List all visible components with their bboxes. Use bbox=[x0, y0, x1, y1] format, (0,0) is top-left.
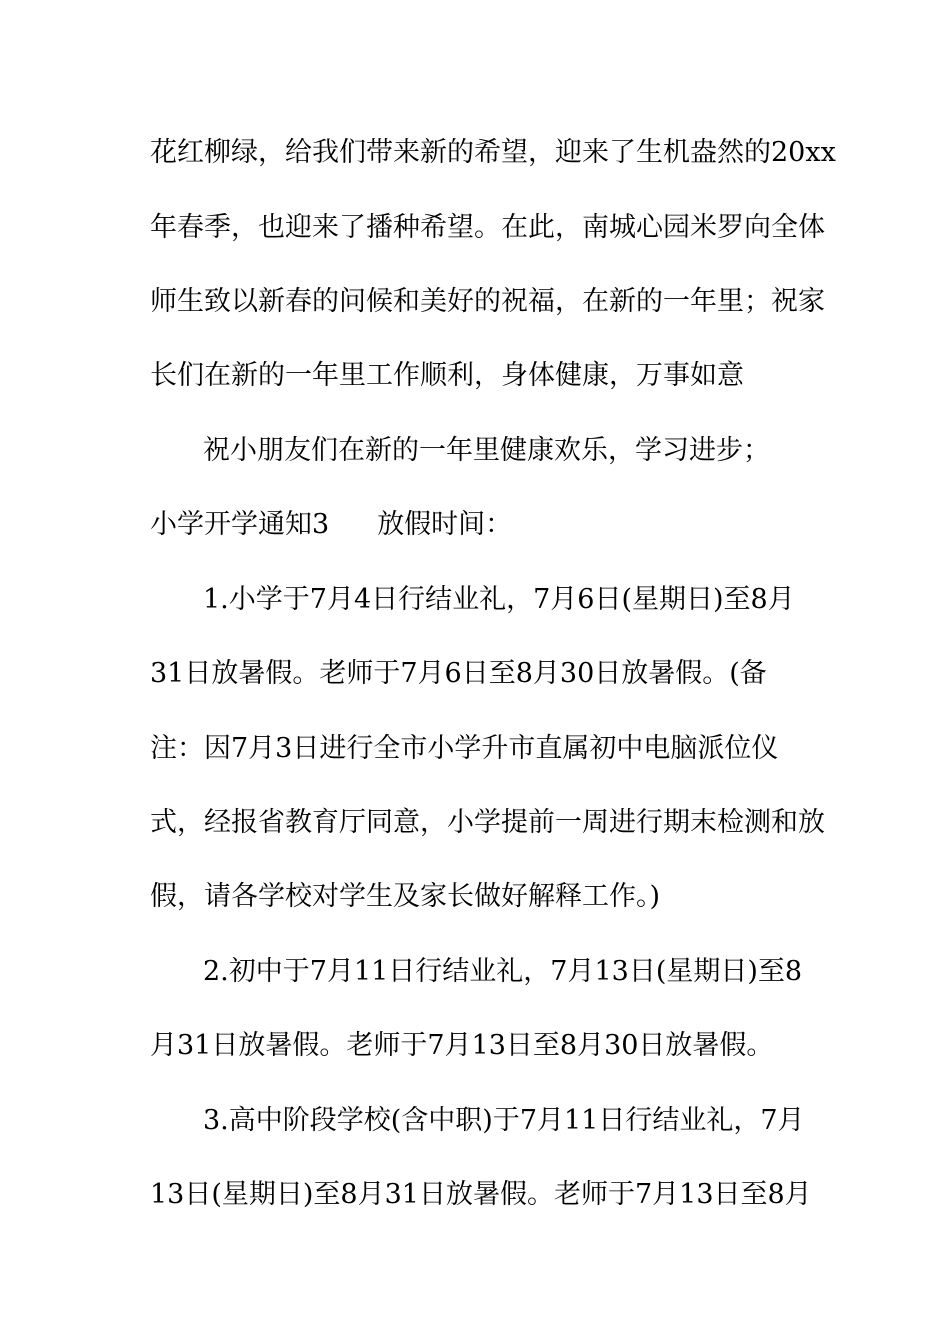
text-line: 年春季，也迎来了播种希望。在此，南城心园米罗向全体 bbox=[150, 212, 825, 243]
text-line: 花红柳绿，给我们带来新的希望，迎来了生机盎然的20xx bbox=[150, 137, 836, 168]
heading-title: 小学开学通知3 bbox=[150, 509, 330, 540]
text-line: 式，经报省教育厅同意，小学提前一周进行期末检测和放 bbox=[150, 807, 825, 838]
text-line: 2.初中于7月11日行结业礼，7月13日(星期日)至8 bbox=[203, 956, 803, 987]
text-line: 3.高中阶段学校(含中职)于7月11日行结业礼，7月 bbox=[203, 1105, 805, 1136]
section-heading bbox=[150, 508, 512, 542]
text-line: 假，请各学校对学生及家长做好解释工作。) bbox=[150, 881, 661, 912]
heading-subtitle: 放假时间： bbox=[377, 509, 513, 540]
text-line: 祝小朋友们在新的一年里健康欢乐，学习进步； bbox=[203, 435, 770, 466]
text-line: 31日放暑假。老师于7月6日至8月30日放暑假。(备 bbox=[150, 658, 767, 689]
text-line: 1.小学于7月4日行结业礼，7月6日(星期日)至8月 bbox=[203, 584, 795, 615]
text-line: 师生致以新春的问候和美好的祝福，在新的一年里；祝家 bbox=[150, 286, 825, 317]
text-line: 月31日放暑假。老师于7月13日至8月30日放暑假。 bbox=[150, 1030, 774, 1061]
text-line: 长们在新的一年里工作顺利，身体健康，万事如意 bbox=[150, 360, 744, 391]
text-line: 13日(星期日)至8月31日放暑假。老师于7月13日至8月 bbox=[150, 1179, 812, 1210]
text-line: 注：因7月3日进行全市小学升市直属初中电脑派位仪 bbox=[150, 733, 779, 764]
